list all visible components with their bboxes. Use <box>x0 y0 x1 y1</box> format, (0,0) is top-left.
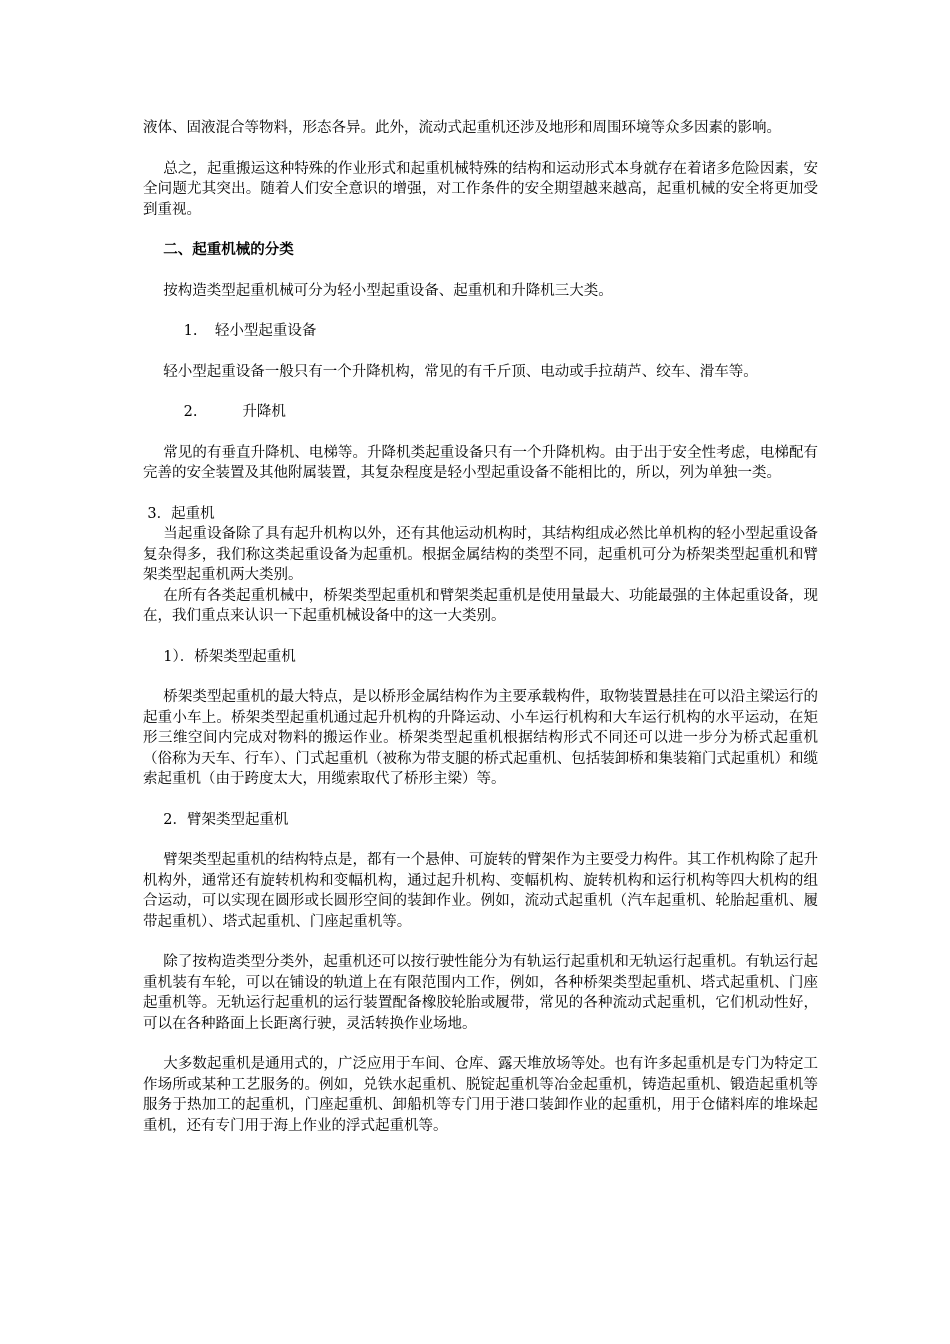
paragraph-summary: 总之，起重搬运这种特殊的作业形式和起重机械特殊的结构和运动形式本身就存在着诸多危险因素，安全问题尤其突出。随着人们安全意识的增强，对工作条件的安全期望越来越高，起重机械的安全将更加受到重视。 <box>143 160 818 218</box>
section-heading-classification: 二、起重机械的分类 <box>163 241 294 258</box>
document-body <box>143 118 818 1136</box>
list-item-elevator <box>143 402 818 423</box>
list-item-light-lifting <box>143 321 818 342</box>
paragraph-jib-crane: 臂架类型起重机的结构特点是，都有一个悬伸、可旋转的臂架作为主要受力构件。其工作机构除了起升机构外，通常还有旋转机构和变幅机构，通过起升机构、变幅机构、旋转机构和运行机构等四大机构的组合运动，可以实现在圆形或长圆形空间的装卸作业。例如，流动式起重机（汽车起重机、轮胎起重机、履带起重机）、塔式起重机、门座起重机等。 <box>143 852 818 930</box>
subheading-crane: 3．起重机 <box>147 505 215 522</box>
paragraph-bridge-crane: 桥架类型起重机的最大特点，是以桥形金属结构作为主要承载构件，取物装置悬挂在可以沿主梁运行的起重小车上。桥架类型起重机通过起升机构的升降运动、小车运行机构和大车运行机构的水平运动，在矩形三维空间内完成对物料的搬运作业。桥架类型起重机根据结构形式不同还可以进一步分为桥式起重机（俗称为天车、行车）、门式起重机（被称为带支腿的桥式起重机、包括装卸桥和集装箱门式起重机）和缆索起重机（由于跨度太大，用缆索取代了桥形主梁）等。 <box>143 689 818 787</box>
list-label: 轻小型起重设备 <box>214 323 317 339</box>
paragraph-materials: 液体、固液混合等物料，形态各异。此外，流动式起重机还涉及地形和周围环境等众多因素的影响。 <box>143 120 781 136</box>
paragraph-crane-focus: 在所有各类起重机械中，桥架类型起重机和臂架类起重机是使用量最大、功能最强的主体起重设备，现在，我们重点来认识一下起重机械设备中的这一大类别。 <box>143 587 818 624</box>
subheading-bridge-crane: 1）．桥架类型起重机 <box>163 648 296 665</box>
paragraph-crane-definition: 当起重设备除了具有起升机构以外，还有其他运动机构时，其结构组成必然比单机构的轻小型起重设备复杂得多，我们称这类起重设备为起重机。根据金属结构的类型不同，起重机可分为桥架类型起重机和臂架类型起重机两大类别。 <box>143 526 818 583</box>
list-number: 2. <box>183 404 198 420</box>
list-number: 1. <box>183 323 198 339</box>
subheading-jib-crane: 2．臂架类型起重机 <box>163 811 289 828</box>
paragraph-general-purpose: 大多数起重机是通用式的，广泛应用于车间、仓库、露天堆放场等处。也有许多起重机是专门为特定工作场所或某种工艺服务的。例如，兑铁水起重机、脱锭起重机等冶金起重机，铸造起重机、锻造起重机等服务于热加工的起重机，门座起重机、卸船机等专门用于港口装卸作业的起重机，用于仓储料库的堆垛起重机，还有专门用于海上作业的浮式起重机等。 <box>143 1056 818 1134</box>
paragraph-elevator: 常见的有垂直升降机、电梯等。升降机类起重设备只有一个升降机构。由于出于安全性考虑，电梯配有完善的安全装置及其他附属装置，其复杂程度是轻小型起重设备不能相比的，所以，列为单独一类。 <box>143 444 818 481</box>
paragraph-travel-classification: 除了按构造类型分类外，起重机还可以按行驶性能分为有轨运行起重机和无轨运行起重机。有轨运行起重机装有车轮，可以在铺设的轨道上在有限范围内工作，例如，各种桥架类型起重机、塔式起重机、门座起重机等。无轨运行起重机的运行装置配备橡胶轮胎或履带，常见的各种流动式起重机，它们机动性好，可以在各种路面上长距离行驶，灵活转换作业场地。 <box>143 954 818 1032</box>
paragraph-light-lifting: 轻小型起重设备一般只有一个升降机构，常见的有千斤顶、电动或手拉葫芦、绞车、滑车等。 <box>163 363 758 380</box>
paragraph-classification-intro: 按构造类型起重机械可分为轻小型起重设备、起重机和升降机三大类。 <box>163 282 613 299</box>
list-label: 升降机 <box>242 404 286 420</box>
